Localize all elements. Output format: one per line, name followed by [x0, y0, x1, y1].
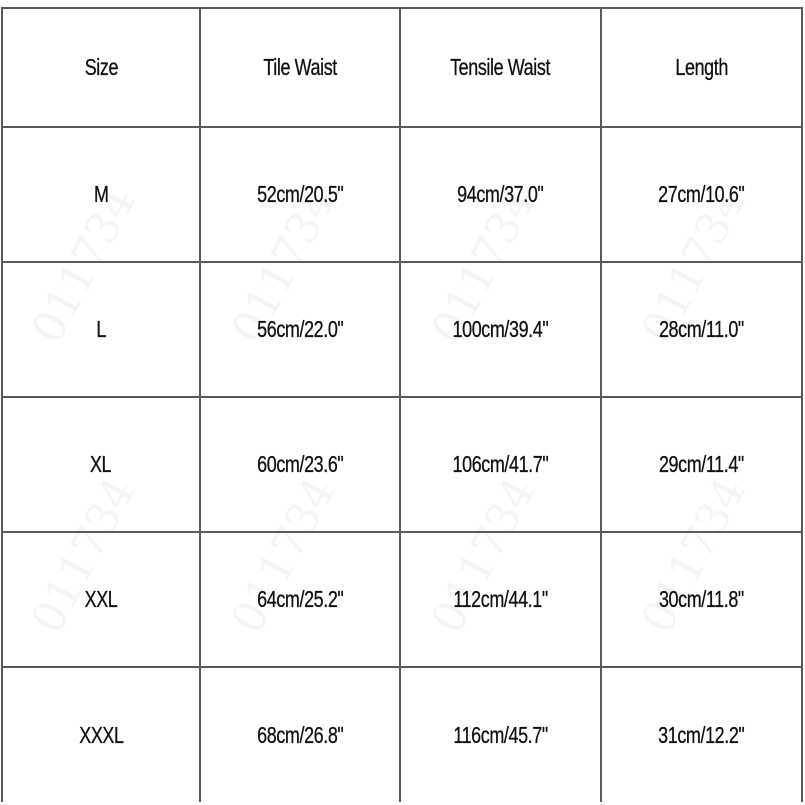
- tensile-waist-cell: 100cm/39.4": [400, 262, 601, 397]
- tile-waist-cell: 60cm/23.6": [200, 397, 400, 532]
- table-row: [2, 262, 802, 397]
- tensile-waist-cell: 94cm/37.0": [400, 127, 601, 262]
- tile-waist-cell: 64cm/25.2": [200, 532, 400, 667]
- header-tile-waist: Tile Waist: [200, 8, 400, 127]
- length-cell: 31cm/12.2": [601, 667, 802, 802]
- table-header-row: [2, 8, 802, 127]
- table-row: [2, 532, 802, 667]
- tile-waist-cell: 52cm/20.5": [200, 127, 400, 262]
- table-row: [2, 667, 802, 802]
- size-cell: L: [2, 262, 200, 397]
- tile-waist-cell: 56cm/22.0": [200, 262, 400, 397]
- header-length: Length: [601, 8, 802, 127]
- size-cell: XXXL: [2, 667, 200, 802]
- size-chart-table: [1, 7, 803, 802]
- header-size: Size: [2, 8, 200, 127]
- tensile-waist-cell: 106cm/41.7": [400, 397, 601, 532]
- length-cell: 27cm/10.6": [601, 127, 802, 262]
- length-cell: 30cm/11.8": [601, 532, 802, 667]
- size-cell: M: [2, 127, 200, 262]
- table-row: [2, 127, 802, 262]
- tile-waist-cell: 68cm/26.8": [200, 667, 400, 802]
- length-cell: 29cm/11.4": [601, 397, 802, 532]
- header-tensile-waist: Tensile Waist: [400, 8, 601, 127]
- tensile-waist-cell: 116cm/45.7": [400, 667, 601, 802]
- tensile-waist-cell: 112cm/44.1": [400, 532, 601, 667]
- size-cell: XL: [2, 397, 200, 532]
- table-row: [2, 397, 802, 532]
- length-cell: 28cm/11.0": [601, 262, 802, 397]
- size-cell: XXL: [2, 532, 200, 667]
